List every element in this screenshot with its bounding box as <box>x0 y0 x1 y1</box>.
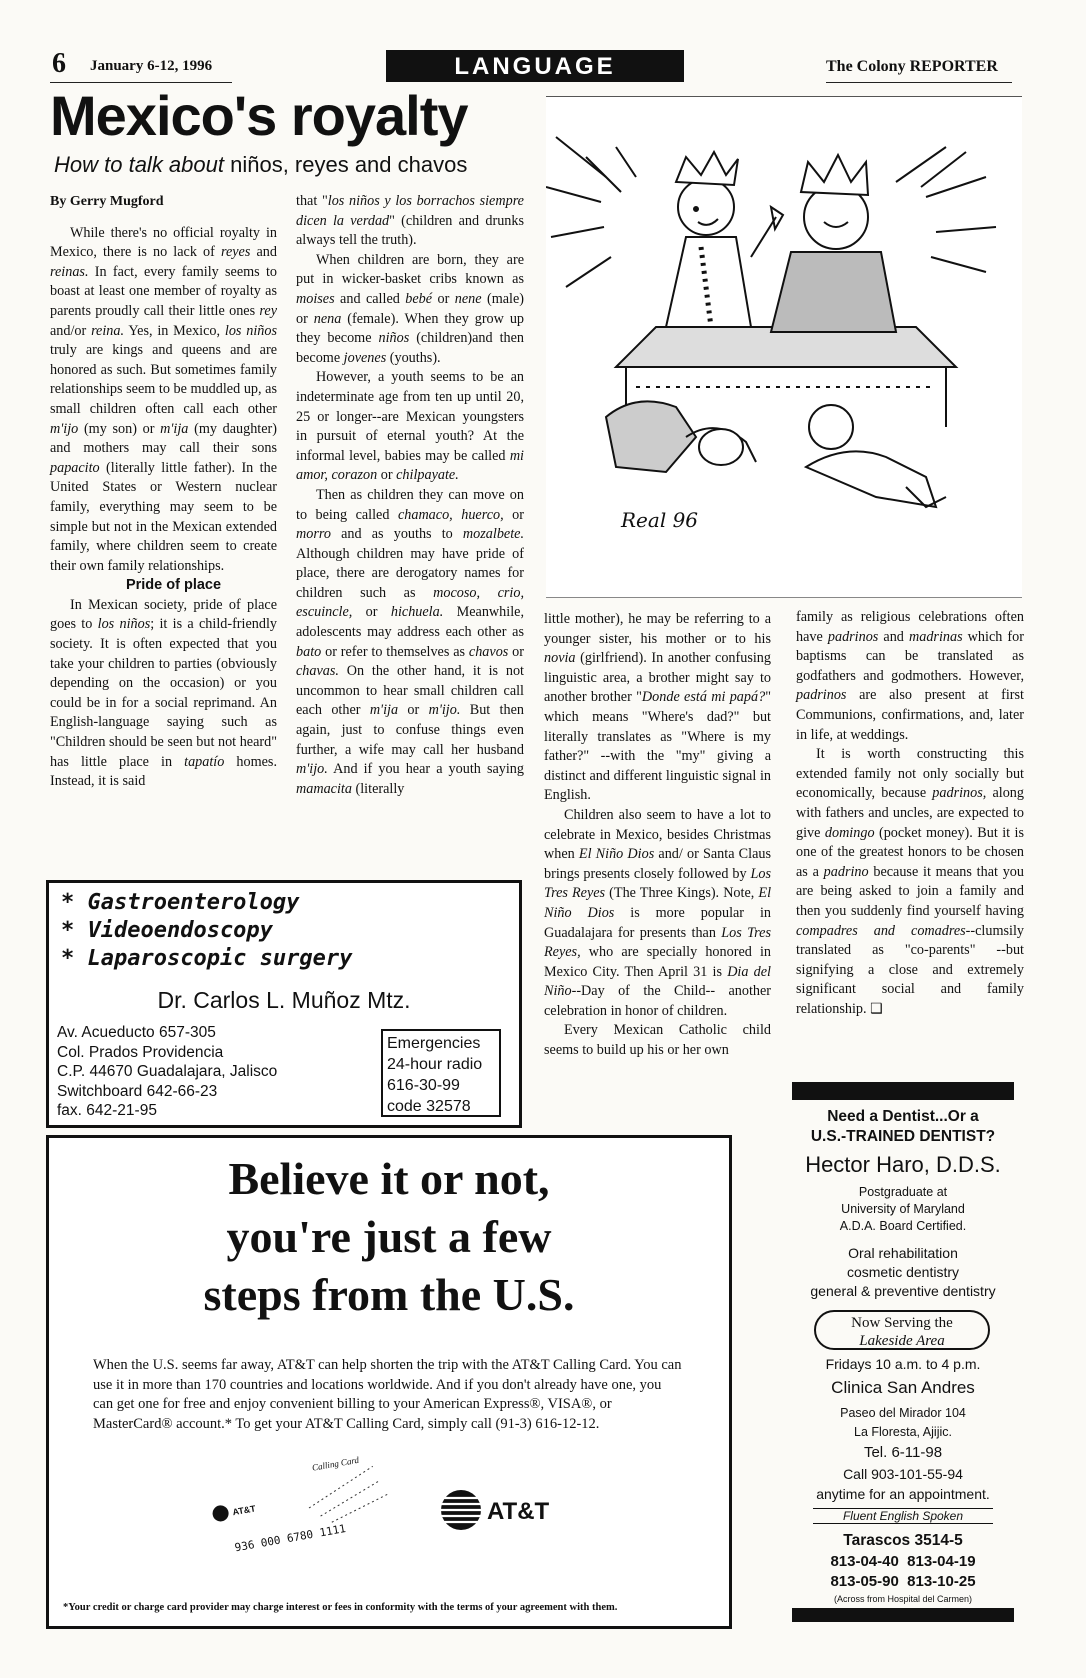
dentist-tarascos: Tarascos 3514-5 <box>843 1532 963 1549</box>
dentist-hours: Fridays 10 a.m. to 4 p.m. <box>825 1356 981 1372</box>
address-line: Col. Prados Providencia <box>57 1043 224 1061</box>
paragraph: However, a youth seems to be an indeterminate age from ten up until 20, 25 or longer--are Mexican youngsters in pursuit of eternal youth? At the informal level, babies may be called mi amor, corazon or chilpayate. <box>296 369 524 484</box>
card-label: Calling Card <box>311 1454 360 1473</box>
address-line: Switchboard 642-66-23 <box>57 1082 218 1100</box>
doctor-address <box>57 1023 277 1121</box>
headline-line: steps from the U.S. <box>203 1269 575 1320</box>
dentist-phones <box>792 1552 1014 1592</box>
credential-line: A.D.A. Board Certified. <box>839 1219 967 1233</box>
paragraph: While there's no official royalty in Mexico, there is no lack of reyes and reinas. In fact, every family seems to boast at least one member of royalty as parents proudly call their little ones rey and/or reina. Yes, in Mexico, los niños truly are kings and queens and are honored as such. But sometimes family relationships seem to be muddled up, as small children often call each other m'ijo (my son) or m'ija (my daughter) and mothers may call their sons papacito (literally little father). In the United States or Western nuclear family, everything may seem to be simple but not in the Mexican extended family, where children seem to create their own family relationships. <box>50 224 278 574</box>
dentist-top-bar <box>792 1082 1014 1100</box>
doctor-name: Dr. Carlos L. Muñoz Mtz. <box>157 987 411 1013</box>
att-footnote: *Your credit or charge card provider may charge interest or fees in conformity with the terms of your agreement with them. <box>63 1602 618 1613</box>
service-line: general & preventive dentistry <box>810 1283 996 1299</box>
address-line: Paseo del Mirador 104 <box>840 1406 966 1420</box>
card-number: 936 000 6780 1111 <box>233 1522 347 1555</box>
card-brand: AT&T <box>231 1503 257 1518</box>
dentist-services <box>792 1244 1014 1301</box>
dentist-across: (Across from Hospital del Carmen) <box>833 1594 973 1604</box>
subhead-italic: How to talk about <box>54 152 224 177</box>
headline-line: you're just a few <box>226 1211 552 1262</box>
section-label: LANGUAGE <box>454 53 616 80</box>
att-logo <box>439 1488 579 1536</box>
doctor-services <box>61 889 352 973</box>
now-serving-badge <box>814 1310 990 1350</box>
byline: By Gerry Mugford <box>50 194 164 209</box>
serving-line: Now Serving the <box>851 1315 953 1331</box>
page-number: 6 <box>52 48 66 79</box>
address-line: fax. 642-21-95 <box>57 1102 157 1119</box>
dentist-bottom-bar <box>792 1608 1014 1622</box>
calling-card-graphic <box>209 1448 409 1570</box>
service-item: * Laparoscopic surgery <box>61 946 353 971</box>
subheadline <box>54 152 467 178</box>
article-column-4 <box>796 608 1024 1019</box>
dentist-appointment: anytime for an appointment. <box>816 1486 990 1502</box>
headline: Mexico's royalty <box>50 84 468 147</box>
dentist-tel: Tel. 6-11-98 <box>863 1444 943 1461</box>
paragraph: In Mexican society, pride of place goes to los niños; it is a child-friendly society. It is often expected that you take your children to parties (obviously depending on the occasion) or you could be in for a social reprimand. An English-language saying such as "Children should be seen but not heard" has little place in tapatío homes. Instead, it is said <box>50 596 277 790</box>
emergency-line: code 32578 <box>387 1098 471 1115</box>
service-item: * Gastroenterology <box>61 890 300 915</box>
doctor-ad <box>46 880 522 1128</box>
header-rule-right <box>826 82 1012 83</box>
paragraph: Every Mexican Catholic child seems to build up his or her own <box>544 1022 771 1059</box>
article-column-1 <box>50 192 277 792</box>
clinic-name: Clinica San Andres <box>831 1378 975 1397</box>
paragraph: Children also seem to have a lot to celebrate in Mexico, besides Christmas when El Niño Dios and/ or Santa Claus brings presents closely followed by Los Tres Reyes (The Three Kings). Note, El Niño Dios is more popular in Guadalajara for presents than Los Tres Reyes, who are specially honored in Mexico City. Then April 31 is Dia del Niño--Day of the Child-- another celebration in honor of children. <box>544 806 772 1019</box>
article-column-3 <box>544 610 771 1061</box>
paragraph: family as religious celebrations often have padrinos and madrinas which for baptisms can be translated as godfathers and godmothers. However, padrinos are also present at first Communions, confirmations, and, later in life, at weddings. <box>796 609 1024 743</box>
cartoon-illustration <box>546 96 1022 598</box>
clinic-address <box>792 1404 1014 1442</box>
calling-card <box>209 1448 409 1570</box>
headline-line: Believe it or not, <box>228 1153 550 1204</box>
dentist-call: Call 903-101-55-94 <box>843 1466 963 1482</box>
dentist-credentials <box>792 1184 1014 1235</box>
paragraph: It is worth constructing this extended family not only socially but economically, because padrinos, along with fathers and uncles, are expected to give domingo (pocket money). But it is one of the greatest honors to be chosen as a padrino because it means that you are being asked to join a family and then you suddenly find yourself having compadres and comadres--clumsily translated as "co-parents" --but signifying a close and extremely significant social and family relationship. ❑ <box>796 746 1024 1017</box>
emergency-box <box>381 1029 501 1117</box>
address-line: Av. Acueducto 657-305 <box>57 1024 216 1041</box>
service-line: Oral rehabilitation <box>848 1245 958 1261</box>
dentist-ad <box>792 1082 1014 1606</box>
credential-line: Postgraduate at <box>858 1185 948 1199</box>
emergency-line: Emergencies <box>387 1035 481 1052</box>
phone-line: 813-05-90 813-10-25 <box>830 1573 976 1590</box>
att-body: When the U.S. seems far away, AT&T can help shorten the trip with the AT&T Calling Card. You can use it in more than 170 countries and locations worldwide. And if you don't already have one, you can get one for free and enjoy convenient billing to your American Express®, VISA®, or MasterCard® account.* To get your AT&T Calling Card, simply call (91-3) 616-12-12. <box>93 1357 682 1432</box>
dentist-english: Fluent English Spoken <box>813 1508 993 1524</box>
att-headline <box>49 1150 729 1324</box>
header-rule-left <box>50 82 232 83</box>
royalty-cartoon <box>546 97 1022 597</box>
artist-signature: Real 96 <box>621 508 699 532</box>
paragraph: Then as children they can move on to being called chamaco, huerco, or morro and as youths to mozalbete. Although children may have pride of place, there are derogatory names for children such as mocoso, crio, escuincle, or hichuela. Meanwhile, adolescents may address each other as bato or refer to themselves as chavos or chavas. On the other hand, it is not uncommon to hear small children call each other m'ija or m'ijo. But then again, just to confuse things even further, a wife may call her husband m'ijo. And if you hear a youth saying mamacita (literally <box>296 486 524 797</box>
emergency-line: 24-hour radio <box>387 1056 483 1073</box>
service-item: * Videoendoscopy <box>61 918 273 943</box>
section-banner <box>386 50 684 82</box>
service-line: cosmetic dentistry <box>846 1264 960 1280</box>
att-logo-text: AT&T <box>487 1498 550 1525</box>
paragraph: When children are born, they are put in wicker-basket cribs known as moises and called bebé or nene (male) or nena (female). When they grow up they become niños (children)and then become jovenes (youths). <box>296 251 525 366</box>
section-subhead: Pride of place <box>125 577 222 594</box>
dentist-line1: Need a Dentist...Or a <box>827 1108 979 1125</box>
end-mark: ❑ <box>870 1000 883 1017</box>
serving-line: Lakeside Area <box>859 1333 945 1349</box>
subhead-rest: niños, reyes and chavos <box>223 152 468 177</box>
paragraph: that "los niños y los borrachos siempre dicen la verdad" (children and drunks always tell the truth). <box>296 193 524 249</box>
phone-line: 813-04-40 813-04-19 <box>830 1553 976 1570</box>
att-ad <box>46 1135 732 1629</box>
address-line: C.P. 44670 Guadalajara, Jalisco <box>57 1063 278 1080</box>
dentist-name: Hector Haro, D.D.S. <box>805 1152 1001 1177</box>
issue-date: January 6-12, 1996 <box>90 58 213 74</box>
dentist-line2: U.S.-TRAINED DENTIST? <box>810 1128 996 1145</box>
emergency-line: 616-30-99 <box>387 1077 460 1094</box>
paper-name: The Colony REPORTER <box>826 58 998 75</box>
att-globe-icon <box>439 1488 483 1532</box>
paragraph: little mother), he may be referring to a younger sister, his mother or to his novia (girlfriend). In another confusing linguistic area, a brother might say to another brother "Donde está mi papá?" which means "Where's dad?" but literally translates as "Where is my father?" --with the "my" giving a distinct and different linguistic signal in English. <box>544 611 771 804</box>
address-line: La Floresta, Ajijic. <box>854 1425 952 1439</box>
credential-line: University of Maryland <box>841 1202 965 1216</box>
article-column-2 <box>296 192 524 799</box>
